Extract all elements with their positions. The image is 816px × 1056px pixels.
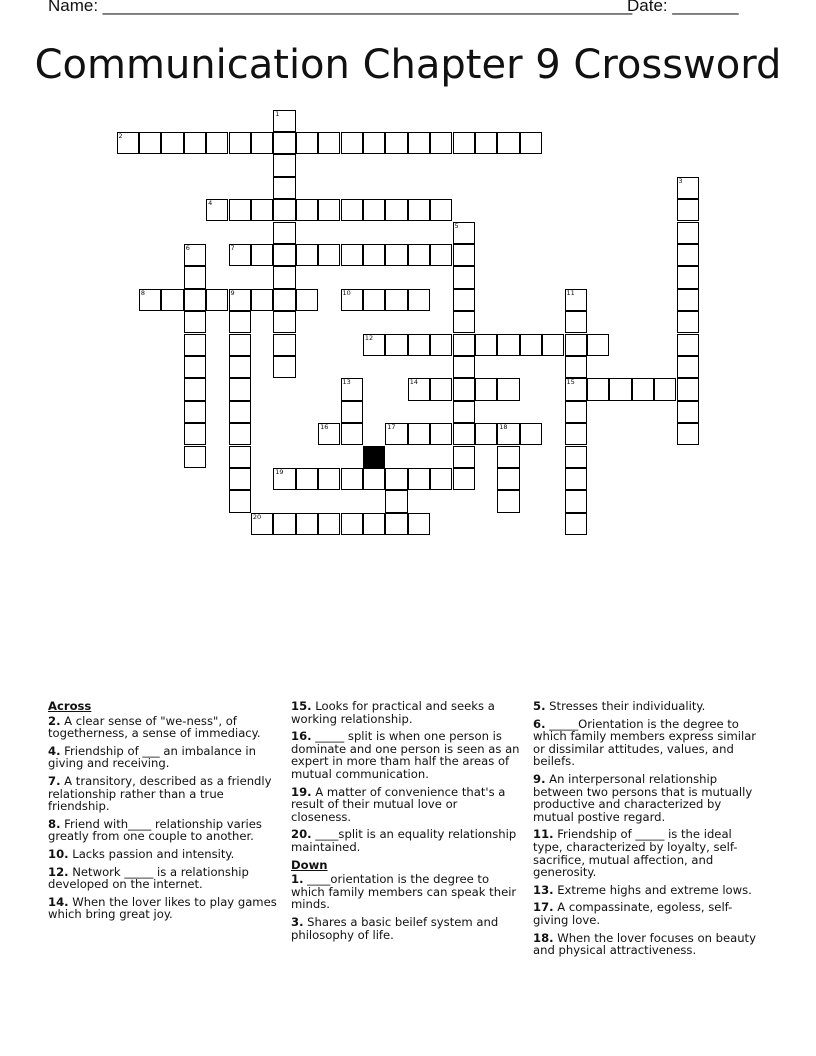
across-heading: Across: [48, 699, 92, 713]
page-title: Communication Chapter 9 Crossword: [34, 42, 782, 88]
clue-number: 17: [387, 423, 396, 432]
grid-cell[interactable]: [677, 334, 699, 356]
grid-cell[interactable]: [229, 423, 251, 445]
clue-item-text: Shares a basic beilef system and philosophy of life.: [291, 914, 499, 942]
grid-cell[interactable]: [654, 378, 676, 400]
clue-item: [291, 700, 521, 725]
clue-number: 3: [678, 176, 683, 185]
grid-cell[interactable]: [408, 244, 430, 266]
clue-item-number: 17.: [533, 900, 554, 915]
grid-cell[interactable]: [408, 199, 430, 221]
grid-cell[interactable]: [453, 334, 475, 356]
clue-item-number: 8.: [48, 816, 61, 831]
clue-item-text: Network _____ is a relationship developed on the internet.: [48, 864, 249, 892]
grid-cell[interactable]: [475, 334, 497, 356]
grid-cell[interactable]: [273, 289, 295, 311]
grid-cell[interactable]: [497, 132, 519, 154]
clue-number: 5: [454, 221, 459, 230]
clue-item-number: 2.: [48, 713, 61, 728]
grid-cell[interactable]: [296, 513, 318, 535]
grid-cell[interactable]: [184, 334, 206, 356]
grid-cell[interactable]: [677, 244, 699, 266]
grid-cell[interactable]: [184, 378, 206, 400]
grid-cell[interactable]: [318, 423, 340, 445]
grid-cell[interactable]: [341, 378, 363, 400]
clue-number: 13: [342, 378, 351, 387]
grid-cell[interactable]: [453, 423, 475, 445]
grid-cell[interactable]: [273, 110, 295, 132]
clue-item: [533, 828, 763, 878]
grid-cell[interactable]: [542, 334, 564, 356]
grid-cell[interactable]: [385, 468, 407, 490]
clue-item: [48, 775, 278, 813]
grid-cell[interactable]: [296, 132, 318, 154]
grid-cell[interactable]: [677, 289, 699, 311]
grid-cell[interactable]: [251, 132, 273, 154]
grid-cell[interactable]: [453, 446, 475, 468]
grid-cell[interactable]: [408, 468, 430, 490]
grid-cell[interactable]: [385, 289, 407, 311]
grid-cell[interactable]: [341, 401, 363, 423]
grid-cell[interactable]: [139, 289, 161, 311]
grid-cell[interactable]: [273, 154, 295, 176]
grid-cell[interactable]: [206, 199, 228, 221]
grid-cell[interactable]: [229, 311, 251, 333]
grid-cell[interactable]: [677, 222, 699, 244]
grid-cell[interactable]: [318, 513, 340, 535]
clue-item-text: Extreme highs and extreme lows.: [553, 882, 752, 897]
grid-cell[interactable]: [296, 289, 318, 311]
clue-number: 14: [409, 378, 418, 387]
grid-cell[interactable]: [229, 378, 251, 400]
clue-item: [48, 848, 278, 861]
grid-cell[interactable]: [520, 132, 542, 154]
grid-cell[interactable]: [430, 132, 452, 154]
grid-cell[interactable]: [565, 513, 587, 535]
grid-cell[interactable]: [184, 132, 206, 154]
grid-cell[interactable]: [363, 244, 385, 266]
clue-item-number: 18.: [533, 930, 554, 945]
clue-number: 1: [275, 109, 280, 118]
grid-cell[interactable]: [385, 199, 407, 221]
clue-item-text: A compassinate, egoless, self-giving love.: [533, 900, 733, 927]
grid-cell[interactable]: [341, 513, 363, 535]
clue-item-text: _____ split is when one person is dominate and one person is seen as an expert in more tham half the areas of mutual communication.: [291, 729, 520, 781]
grid-cell[interactable]: [677, 423, 699, 445]
grid-cell[interactable]: [273, 468, 295, 490]
clue-item-number: 10.: [48, 846, 69, 861]
grid-cell[interactable]: [385, 490, 407, 512]
clue-item-text: When the lover focuses on beauty and physical attractiveness.: [533, 930, 756, 958]
clue-item-number: 16.: [291, 729, 312, 744]
grid-cell[interactable]: [385, 423, 407, 445]
down-heading: Down: [291, 857, 328, 872]
clue-number: 20: [252, 512, 262, 521]
grid-cell[interactable]: [565, 490, 587, 512]
grid-cell[interactable]: [184, 266, 206, 288]
grid-cell[interactable]: [565, 334, 587, 356]
clue-item: [48, 866, 278, 891]
grid-cell[interactable]: [677, 177, 699, 199]
grid-cell[interactable]: [341, 423, 363, 445]
clue-item-text: A transitory, described as a friendly relationship rather than a true friendship.: [48, 773, 272, 814]
clue-number: 2: [118, 131, 123, 140]
clue-item-text: ____split is an equality relationship maintained.: [291, 827, 517, 854]
clue-item: [533, 884, 763, 897]
grid-cell[interactable]: [677, 199, 699, 221]
clue-item-text: A matter of convenience that's a result of their mutual love or closeness.: [291, 784, 506, 824]
grid-cell[interactable]: [184, 356, 206, 378]
grid-cell[interactable]: [251, 289, 273, 311]
grid-cell[interactable]: [273, 266, 295, 288]
grid-cell[interactable]: [184, 311, 206, 333]
clue-item-text: ____orientation is the degree to which family members can speak their minds.: [291, 872, 517, 912]
clue-item-text: _____Orientation is the degree to which family members express similar or dissimilar attitudes, values, and beilefs.: [533, 716, 757, 769]
date-label: Date: _______: [627, 0, 739, 15]
grid-cell[interactable]: [609, 378, 631, 400]
clue-item-text: When the lover likes to play games which bring great joy.: [48, 894, 277, 922]
clue-item-text: Friendship of ___ an imbalance in giving and receiving.: [48, 743, 256, 771]
grid-cell[interactable]: [273, 334, 295, 356]
clue-number: 4: [208, 199, 213, 208]
grid-cell[interactable]: [430, 468, 452, 490]
grid-cell[interactable]: [497, 490, 519, 512]
clue-item-text: A clear sense of "we-ness", of togetherness, a sense of immediacy.: [48, 713, 261, 741]
clue-number: 9: [230, 288, 235, 297]
grid-cell[interactable]: [497, 446, 519, 468]
grid-cell[interactable]: [453, 222, 475, 244]
grid-cell[interactable]: [565, 311, 587, 333]
clues-column-3: [533, 700, 763, 962]
grid-cell[interactable]: [117, 132, 139, 154]
clue-item-text: Stresses their individuality.: [545, 699, 706, 713]
grid-cell[interactable]: [229, 244, 251, 266]
grid-cell[interactable]: [251, 513, 273, 535]
grid-cell[interactable]: [475, 423, 497, 445]
grid-cell[interactable]: [273, 513, 295, 535]
grid-cell[interactable]: [229, 401, 251, 423]
grid-cell[interactable]: [296, 244, 318, 266]
clue-item-number: 6.: [533, 716, 546, 731]
grid-cell[interactable]: [453, 401, 475, 423]
grid-cell[interactable]: [229, 490, 251, 512]
clue-item: [48, 896, 278, 921]
grid-cell[interactable]: [363, 132, 385, 154]
grid-cell[interactable]: [229, 468, 251, 490]
clue-item: [533, 932, 763, 957]
clue-item-number: 3.: [291, 914, 304, 929]
grid-cell[interactable]: [385, 334, 407, 356]
grid-cell[interactable]: [497, 334, 519, 356]
grid-cell[interactable]: [229, 132, 251, 154]
grid-cell[interactable]: [273, 311, 295, 333]
clues-column-2: [291, 700, 521, 946]
clue-item: [48, 745, 278, 770]
grid-cell[interactable]: [273, 132, 295, 154]
clue-item-number: 4.: [48, 743, 61, 758]
grid-cell[interactable]: [430, 378, 452, 400]
grid-cell[interactable]: [453, 311, 475, 333]
grid-cell[interactable]: [385, 513, 407, 535]
clue-item: [291, 730, 521, 780]
clue-item: [48, 715, 278, 740]
grid-cell[interactable]: [341, 289, 363, 311]
clue-number: 10: [342, 288, 351, 297]
grid-cell[interactable]: [273, 222, 295, 244]
grid-cell[interactable]: [206, 289, 228, 311]
grid-cell[interactable]: [453, 244, 475, 266]
grid-cell[interactable]: [184, 401, 206, 423]
grid-cell[interactable]: [475, 132, 497, 154]
grid-cell[interactable]: [430, 334, 452, 356]
clue-item-number: 19.: [291, 784, 312, 799]
grid-cell[interactable]: [453, 266, 475, 288]
grid-cell[interactable]: [318, 244, 340, 266]
grid-cell[interactable]: [430, 199, 452, 221]
grid-cell[interactable]: [273, 244, 295, 266]
clue-item-text: An interpersonal relationship between two persons that is mutually productive and characterized by mutual postive regard.: [533, 771, 753, 824]
grid-cell[interactable]: [318, 132, 340, 154]
grid-cell[interactable]: [363, 199, 385, 221]
grid-cell[interactable]: [206, 132, 228, 154]
grid-cell[interactable]: [565, 423, 587, 445]
grid-cell[interactable]: [161, 289, 183, 311]
grid-cell[interactable]: [273, 177, 295, 199]
grid-cell[interactable]: [341, 199, 363, 221]
grid-cell[interactable]: [363, 513, 385, 535]
clue-number: 7: [230, 243, 235, 252]
grid-cell[interactable]: [565, 468, 587, 490]
grid-cell[interactable]: [677, 266, 699, 288]
grid-cell[interactable]: [587, 334, 609, 356]
grid-cell[interactable]: [408, 334, 430, 356]
clue-item-number: 5.: [533, 699, 546, 713]
clue-item-number: 20.: [291, 827, 312, 842]
grid-cell[interactable]: [229, 334, 251, 356]
grid-cell[interactable]: [139, 132, 161, 154]
clue-item-number: 13.: [533, 882, 554, 897]
grid-cell[interactable]: [229, 446, 251, 468]
clue-item-number: 14.: [48, 894, 69, 909]
grid-cell[interactable]: [161, 132, 183, 154]
clue-item-text: Friendship of _____ is the ideal type, characterized by loyalty, self-sacrifice, mutual affection, and generosity.: [533, 827, 738, 880]
clue-item-text: Friend with____ relationship varies greatly from one couple to another.: [48, 816, 262, 844]
clue-item: [291, 828, 521, 853]
clue-item-number: 12.: [48, 864, 69, 879]
clue-number: 8: [140, 288, 146, 297]
clue-number: 12: [364, 333, 374, 342]
grid-cell[interactable]: [184, 423, 206, 445]
grid-cell[interactable]: [341, 132, 363, 154]
clue-item-number: 1.: [291, 872, 304, 887]
clue-item-number: 11.: [533, 827, 554, 842]
grid-cell[interactable]: [453, 468, 475, 490]
clue-item-text: Looks for practical and seeks a working relationship.: [291, 699, 495, 726]
grid-cell[interactable]: [632, 378, 654, 400]
grid-cell[interactable]: [497, 468, 519, 490]
name-label: Name: ________________________________________________________: [48, 0, 633, 15]
grid-block: [363, 446, 385, 468]
grid-cell[interactable]: [520, 334, 542, 356]
clue-number: 6: [185, 243, 190, 252]
grid-cell[interactable]: [430, 423, 452, 445]
clue-item-text: Lacks passion and intensity.: [68, 846, 235, 861]
grid-cell[interactable]: [520, 423, 542, 445]
grid-cell[interactable]: [475, 378, 497, 400]
grid-cell[interactable]: [341, 468, 363, 490]
grid-cell[interactable]: [497, 378, 519, 400]
grid-cell[interactable]: [184, 289, 206, 311]
grid-cell[interactable]: [453, 132, 475, 154]
grid-cell[interactable]: [318, 199, 340, 221]
grid-cell[interactable]: [408, 378, 430, 400]
grid-cell[interactable]: [273, 199, 295, 221]
grid-cell[interactable]: [229, 199, 251, 221]
grid-cell[interactable]: [184, 244, 206, 266]
grid-cell[interactable]: [677, 378, 699, 400]
clue-item: [533, 773, 763, 823]
clue-number: 18: [499, 423, 508, 432]
grid-cell[interactable]: [408, 423, 430, 445]
grid-cell[interactable]: [363, 289, 385, 311]
grid-cell[interactable]: [453, 356, 475, 378]
grid-cell[interactable]: [318, 468, 340, 490]
grid-cell[interactable]: [341, 244, 363, 266]
grid-cell[interactable]: [565, 446, 587, 468]
grid-cell[interactable]: [453, 289, 475, 311]
grid-cell[interactable]: [363, 468, 385, 490]
grid-cell[interactable]: [296, 199, 318, 221]
grid-cell[interactable]: [497, 423, 519, 445]
clue-number: 19: [275, 467, 284, 476]
clue-item: [533, 700, 763, 713]
grid-cell[interactable]: [251, 244, 273, 266]
clue-item: [291, 786, 521, 824]
grid-cell[interactable]: [677, 401, 699, 423]
grid-cell[interactable]: [677, 356, 699, 378]
clue-item-number: 7.: [48, 773, 61, 788]
clue-item-number: 15.: [291, 699, 312, 713]
grid-cell[interactable]: [565, 356, 587, 378]
clue-item: [291, 873, 521, 911]
grid-cell[interactable]: [273, 356, 295, 378]
grid-cell[interactable]: [385, 244, 407, 266]
grid-cell[interactable]: [430, 244, 452, 266]
grid-cell[interactable]: [385, 132, 407, 154]
grid-cell[interactable]: [408, 513, 430, 535]
grid-cell[interactable]: [296, 468, 318, 490]
grid-cell[interactable]: [408, 132, 430, 154]
clue-item: [533, 718, 763, 768]
clue-number: 16: [320, 423, 329, 432]
clue-number: 15: [566, 378, 575, 387]
clue-item: [533, 901, 763, 926]
clue-item: [291, 916, 521, 941]
clue-item: [48, 818, 278, 843]
clue-item-number: 9.: [533, 771, 546, 786]
grid-cell[interactable]: [408, 289, 430, 311]
grid-cell[interactable]: [565, 378, 587, 400]
clue-number: 11: [566, 288, 575, 297]
grid-cell[interactable]: [565, 289, 587, 311]
grid-cell[interactable]: [184, 446, 206, 468]
grid-cell[interactable]: [229, 289, 251, 311]
clues-column-1: [48, 700, 278, 926]
grid-cell[interactable]: [453, 378, 475, 400]
grid-cell[interactable]: [565, 401, 587, 423]
grid-cell[interactable]: [229, 356, 251, 378]
grid-cell[interactable]: [363, 334, 385, 356]
grid-cell[interactable]: [587, 378, 609, 400]
grid-cell[interactable]: [251, 199, 273, 221]
grid-cell[interactable]: [677, 311, 699, 333]
